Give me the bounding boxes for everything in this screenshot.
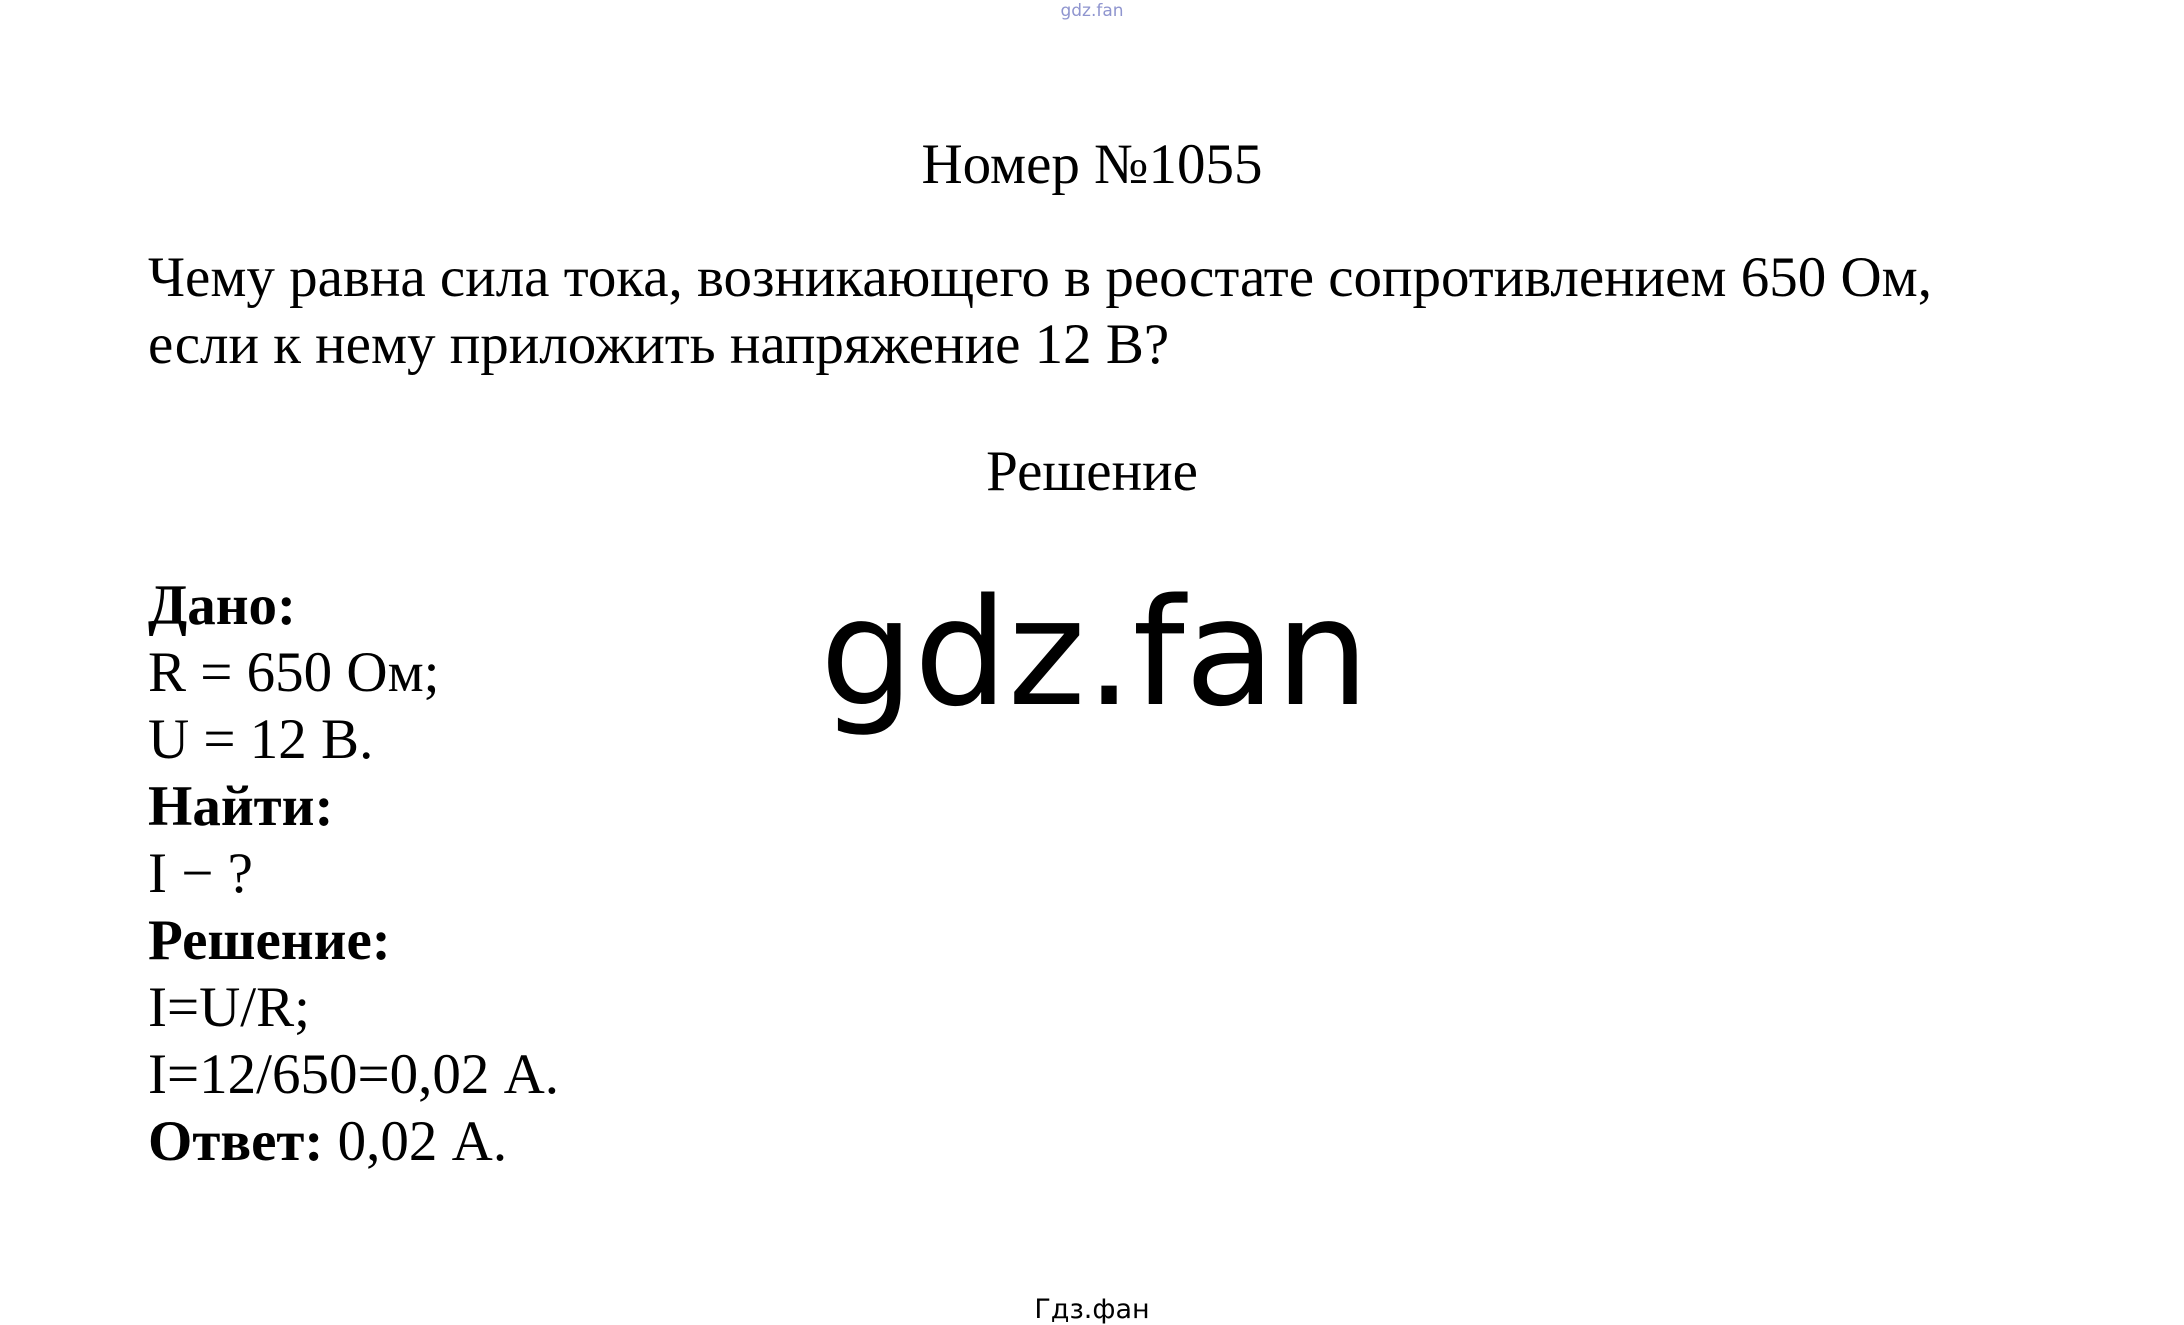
find-item-i: I − ? [148,842,253,905]
header-watermark: gdz.fan [1060,1,1124,21]
given-item-u: U = 12 В. [148,708,374,771]
footer-watermark: Гдз.фан [1034,1294,1150,1325]
solution-step-calculation: I=12/650=0,02 А. [148,1043,560,1106]
problem-line-1: Чему равна сила тока, возникающего в реостате сопротивлением 650 Ом, [148,246,1932,309]
answer-label: Ответ: [148,1110,324,1173]
solution-step-formula: I=U/R; [148,976,310,1039]
answer-line [148,1108,1048,1175]
solution-label: Решение: [148,909,391,972]
problem-title: Номер №1055 [921,133,1263,196]
answer-value: 0,02 А. [323,1110,508,1173]
given-item-r: R = 650 Ом; [148,641,440,704]
solution-heading: Решение [986,440,1198,503]
problem-line-2: если к нему приложить напряжение 12 В? [148,313,1170,376]
find-label: Найти: [148,775,334,838]
problem-statement [148,244,2138,378]
given-label: Дано: [148,574,297,637]
center-watermark: gdz.fan [820,567,1370,739]
